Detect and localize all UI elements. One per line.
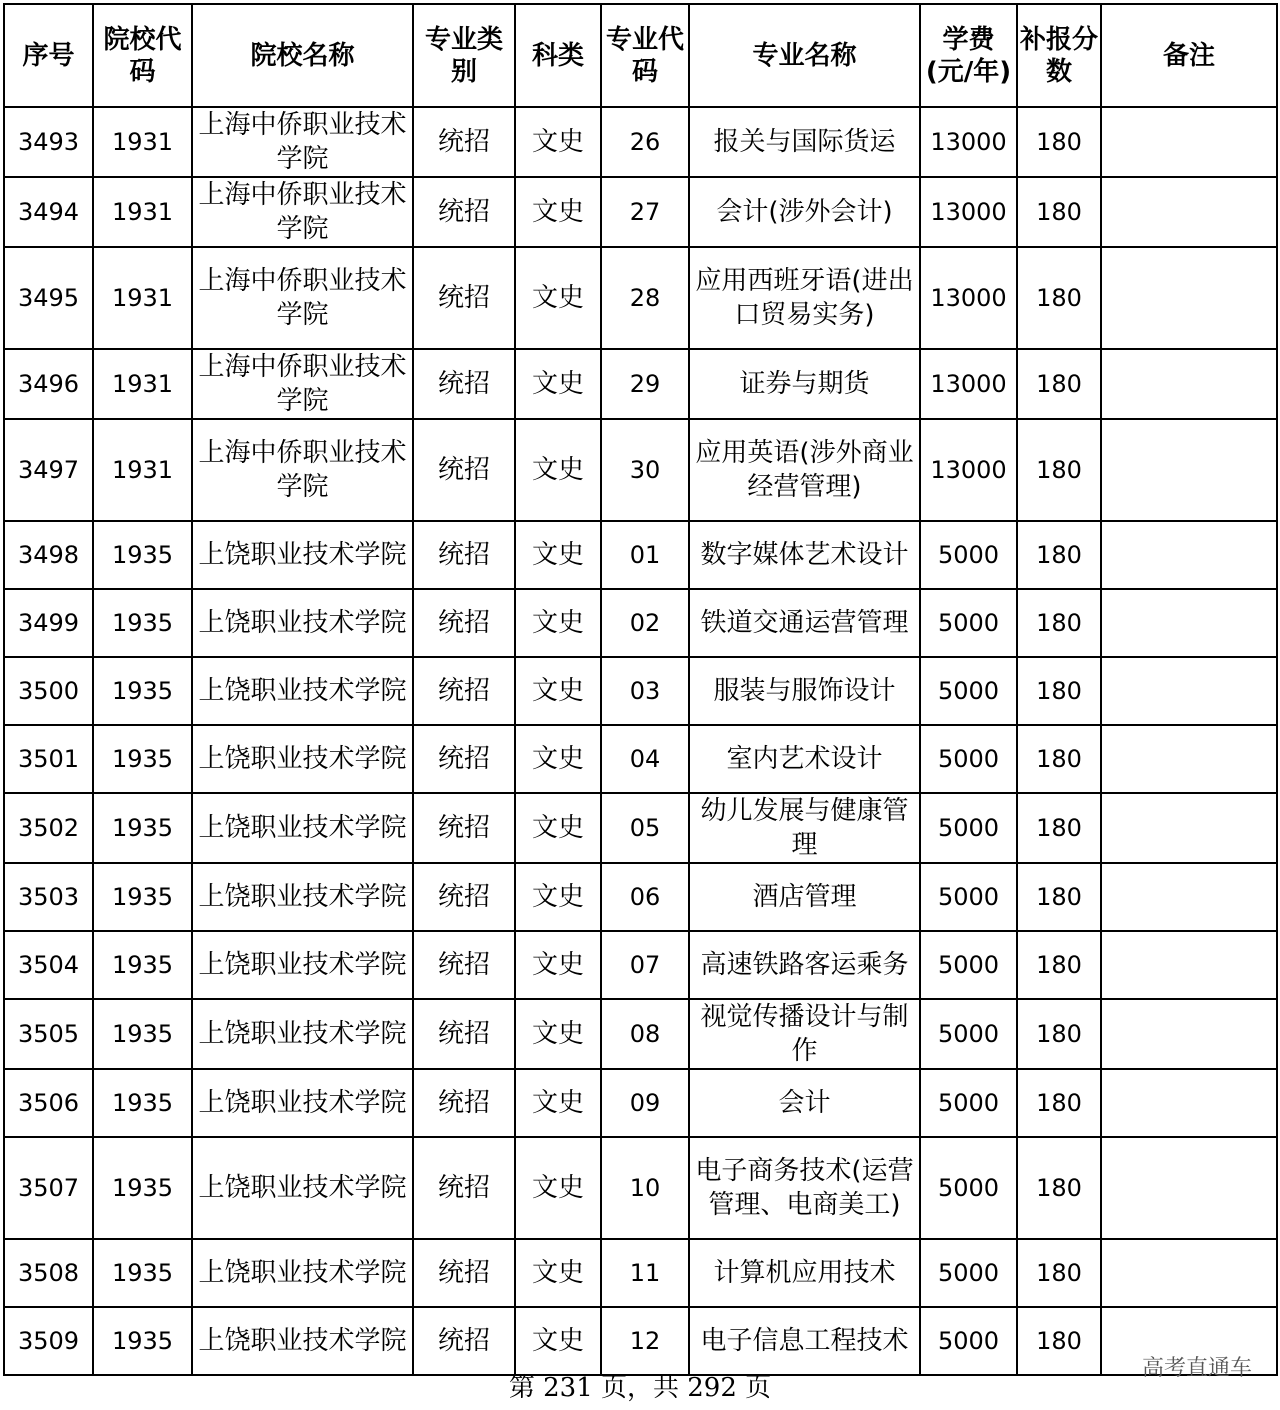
cell-subject: 文史 — [515, 349, 601, 419]
cell-seq: 3508 — [4, 1239, 93, 1307]
cell-school-code: 1931 — [93, 349, 192, 419]
cell-seq: 3493 — [4, 107, 93, 177]
cell-major-type: 统招 — [413, 793, 515, 863]
cell-school-code: 1935 — [93, 1069, 192, 1137]
cell-major-name: 会计(涉外会计) — [689, 177, 920, 247]
cell-score: 180 — [1017, 931, 1101, 999]
cell-school-code: 1935 — [93, 589, 192, 657]
cell-major-code: 30 — [601, 419, 689, 521]
cell-major-type: 统招 — [413, 863, 515, 931]
cell-school-code: 1935 — [93, 1239, 192, 1307]
cell-major-name: 应用西班牙语(进出口贸易实务) — [689, 247, 920, 349]
watermark: 高考直通车 — [1141, 1356, 1252, 1381]
cell-major-type: 统招 — [413, 521, 515, 589]
cell-school-name: 上饶职业技术学院 — [192, 1239, 413, 1307]
cell-major-code: 27 — [601, 177, 689, 247]
cell-major-type: 统招 — [413, 999, 515, 1069]
cell-tuition: 13000 — [920, 247, 1017, 349]
cell-tuition: 5000 — [920, 1137, 1017, 1239]
cell-school-name: 上饶职业技术学院 — [192, 1307, 413, 1375]
cell-score: 180 — [1017, 725, 1101, 793]
table-row — [4, 419, 1277, 521]
cell-subject: 文史 — [515, 1069, 601, 1137]
cell-school-name: 上饶职业技术学院 — [192, 793, 413, 863]
cell-major-name: 幼儿发展与健康管理 — [689, 793, 920, 863]
cell-major-type: 统招 — [413, 177, 515, 247]
cell-major-type: 统招 — [413, 1239, 515, 1307]
cell-major-code: 03 — [601, 657, 689, 725]
table-row — [4, 247, 1277, 349]
cell-school-code: 1935 — [93, 521, 192, 589]
cell-seq: 3498 — [4, 521, 93, 589]
cell-major-code: 11 — [601, 1239, 689, 1307]
cell-tuition: 13000 — [920, 177, 1017, 247]
cell-remark — [1101, 1239, 1277, 1307]
cell-tuition: 5000 — [920, 793, 1017, 863]
cell-major-code: 07 — [601, 931, 689, 999]
cell-major-type: 统招 — [413, 349, 515, 419]
cell-school-code: 1931 — [93, 419, 192, 521]
cell-school-name: 上海中侨职业技术学院 — [192, 107, 413, 177]
cell-subject: 文史 — [515, 419, 601, 521]
cell-subject: 文史 — [515, 793, 601, 863]
cell-major-type: 统招 — [413, 1307, 515, 1375]
cell-school-name: 上饶职业技术学院 — [192, 1137, 413, 1239]
cell-score: 180 — [1017, 863, 1101, 931]
cell-seq: 3504 — [4, 931, 93, 999]
cell-school-code: 1935 — [93, 1307, 192, 1375]
admissions-table — [3, 3, 1278, 1376]
cell-major-type: 统招 — [413, 1137, 515, 1239]
cell-score: 180 — [1017, 1239, 1101, 1307]
cell-seq: 3509 — [4, 1307, 93, 1375]
cell-score: 180 — [1017, 1069, 1101, 1137]
page-number: 第 231 页，共 292 页 — [508, 1373, 772, 1403]
cell-tuition: 5000 — [920, 725, 1017, 793]
cell-tuition: 5000 — [920, 521, 1017, 589]
cell-remark — [1101, 247, 1277, 349]
cell-major-type: 统招 — [413, 657, 515, 725]
cell-major-code: 04 — [601, 725, 689, 793]
cell-major-code: 29 — [601, 349, 689, 419]
cell-school-name: 上饶职业技术学院 — [192, 589, 413, 657]
cell-major-name: 铁道交通运营管理 — [689, 589, 920, 657]
cell-remark — [1101, 107, 1277, 177]
cell-school-code: 1935 — [93, 657, 192, 725]
cell-subject: 文史 — [515, 1307, 601, 1375]
cell-tuition: 5000 — [920, 1069, 1017, 1137]
cell-major-type: 统招 — [413, 1069, 515, 1137]
cell-seq: 3507 — [4, 1137, 93, 1239]
cell-tuition: 5000 — [920, 999, 1017, 1069]
cell-remark — [1101, 999, 1277, 1069]
cell-major-name: 高速铁路客运乘务 — [689, 931, 920, 999]
cell-score: 180 — [1017, 1307, 1101, 1375]
cell-score: 180 — [1017, 657, 1101, 725]
cell-score: 180 — [1017, 419, 1101, 521]
cell-tuition: 13000 — [920, 419, 1017, 521]
header-major-code: 专业代码 — [601, 4, 689, 107]
header-subject: 科类 — [515, 4, 601, 107]
cell-subject: 文史 — [515, 107, 601, 177]
header-major-name: 专业名称 — [689, 4, 920, 107]
cell-subject: 文史 — [515, 999, 601, 1069]
cell-tuition: 5000 — [920, 863, 1017, 931]
cell-subject: 文史 — [515, 725, 601, 793]
cell-major-code: 08 — [601, 999, 689, 1069]
table-row — [4, 1137, 1277, 1239]
cell-remark — [1101, 657, 1277, 725]
cell-remark — [1101, 725, 1277, 793]
table-row — [4, 349, 1277, 419]
cell-school-code: 1935 — [93, 863, 192, 931]
cell-tuition: 5000 — [920, 931, 1017, 999]
table-row — [4, 589, 1277, 657]
header-major-type: 专业类别 — [413, 4, 515, 107]
cell-major-name: 计算机应用技术 — [689, 1239, 920, 1307]
cell-major-code: 06 — [601, 863, 689, 931]
cell-subject: 文史 — [515, 863, 601, 931]
cell-seq: 3495 — [4, 247, 93, 349]
cell-school-code: 1931 — [93, 107, 192, 177]
cell-school-name: 上海中侨职业技术学院 — [192, 419, 413, 521]
cell-major-code: 09 — [601, 1069, 689, 1137]
cell-major-type: 统招 — [413, 107, 515, 177]
cell-subject: 文史 — [515, 1239, 601, 1307]
cell-school-name: 上饶职业技术学院 — [192, 1069, 413, 1137]
table-body — [4, 107, 1277, 1375]
cell-major-code: 28 — [601, 247, 689, 349]
cell-major-code: 02 — [601, 589, 689, 657]
cell-remark — [1101, 589, 1277, 657]
header-row — [4, 4, 1277, 107]
table-row — [4, 725, 1277, 793]
cell-major-name: 证券与期货 — [689, 349, 920, 419]
table-row — [4, 1069, 1277, 1137]
cell-major-type: 统招 — [413, 589, 515, 657]
table-row — [4, 793, 1277, 863]
cell-subject: 文史 — [515, 589, 601, 657]
table-row — [4, 863, 1277, 931]
header-school-name: 院校名称 — [192, 4, 413, 107]
cell-major-name: 会计 — [689, 1069, 920, 1137]
cell-school-code: 1931 — [93, 177, 192, 247]
cell-major-name: 报关与国际货运 — [689, 107, 920, 177]
cell-seq: 3502 — [4, 793, 93, 863]
cell-score: 180 — [1017, 177, 1101, 247]
cell-subject: 文史 — [515, 931, 601, 999]
cell-major-name: 电子信息工程技术 — [689, 1307, 920, 1375]
cell-seq: 3500 — [4, 657, 93, 725]
cell-subject: 文史 — [515, 1137, 601, 1239]
cell-seq: 3506 — [4, 1069, 93, 1137]
table-row — [4, 1239, 1277, 1307]
cell-remark — [1101, 349, 1277, 419]
header-school-code: 院校代码 — [93, 4, 192, 107]
cell-remark — [1101, 931, 1277, 999]
cell-seq: 3496 — [4, 349, 93, 419]
cell-tuition: 13000 — [920, 349, 1017, 419]
cell-major-type: 统招 — [413, 419, 515, 521]
cell-remark — [1101, 177, 1277, 247]
cell-school-name: 上海中侨职业技术学院 — [192, 247, 413, 349]
cell-school-code: 1935 — [93, 999, 192, 1069]
cell-major-code: 26 — [601, 107, 689, 177]
cell-seq: 3499 — [4, 589, 93, 657]
cell-score: 180 — [1017, 349, 1101, 419]
cell-tuition: 5000 — [920, 657, 1017, 725]
cell-score: 180 — [1017, 793, 1101, 863]
cell-school-name: 上饶职业技术学院 — [192, 863, 413, 931]
cell-major-name: 视觉传播设计与制作 — [689, 999, 920, 1069]
cell-remark — [1101, 793, 1277, 863]
header-score: 补报分数 — [1017, 4, 1101, 107]
cell-seq: 3501 — [4, 725, 93, 793]
cell-subject: 文史 — [515, 521, 601, 589]
cell-school-code: 1935 — [93, 1137, 192, 1239]
cell-major-name: 数字媒体艺术设计 — [689, 521, 920, 589]
table-row — [4, 107, 1277, 177]
cell-school-name: 上饶职业技术学院 — [192, 999, 413, 1069]
cell-remark — [1101, 863, 1277, 931]
table-row — [4, 1307, 1277, 1375]
cell-major-code: 12 — [601, 1307, 689, 1375]
cell-school-code: 1935 — [93, 931, 192, 999]
cell-score: 180 — [1017, 521, 1101, 589]
table-row — [4, 521, 1277, 589]
table-row — [4, 177, 1277, 247]
cell-major-type: 统招 — [413, 931, 515, 999]
cell-tuition: 5000 — [920, 1239, 1017, 1307]
table-row — [4, 999, 1277, 1069]
table-row — [4, 931, 1277, 999]
cell-seq: 3505 — [4, 999, 93, 1069]
cell-score: 180 — [1017, 999, 1101, 1069]
cell-major-code: 01 — [601, 521, 689, 589]
cell-remark — [1101, 419, 1277, 521]
cell-school-name: 上海中侨职业技术学院 — [192, 177, 413, 247]
table-row — [4, 657, 1277, 725]
cell-subject: 文史 — [515, 177, 601, 247]
cell-major-name: 应用英语(涉外商业经营管理) — [689, 419, 920, 521]
cell-school-code: 1935 — [93, 725, 192, 793]
cell-major-name: 服装与服饰设计 — [689, 657, 920, 725]
cell-school-name: 上海中侨职业技术学院 — [192, 349, 413, 419]
header-remark: 备注 — [1101, 4, 1277, 107]
cell-score: 180 — [1017, 589, 1101, 657]
cell-school-name: 上饶职业技术学院 — [192, 931, 413, 999]
cell-tuition: 5000 — [920, 589, 1017, 657]
cell-school-name: 上饶职业技术学院 — [192, 521, 413, 589]
cell-remark — [1101, 521, 1277, 589]
cell-school-code: 1935 — [93, 793, 192, 863]
cell-major-code: 10 — [601, 1137, 689, 1239]
cell-remark — [1101, 1137, 1277, 1239]
cell-tuition: 13000 — [920, 107, 1017, 177]
cell-school-code: 1931 — [93, 247, 192, 349]
cell-subject: 文史 — [515, 247, 601, 349]
cell-seq: 3494 — [4, 177, 93, 247]
cell-seq: 3497 — [4, 419, 93, 521]
cell-score: 180 — [1017, 1137, 1101, 1239]
cell-major-name: 酒店管理 — [689, 863, 920, 931]
cell-major-name: 电子商务技术(运营管理、电商美工) — [689, 1137, 920, 1239]
cell-score: 180 — [1017, 107, 1101, 177]
cell-school-name: 上饶职业技术学院 — [192, 657, 413, 725]
cell-tuition: 5000 — [920, 1307, 1017, 1375]
cell-major-type: 统招 — [413, 725, 515, 793]
cell-major-code: 05 — [601, 793, 689, 863]
header-tuition: 学费(元/年) — [920, 4, 1017, 107]
header-seq: 序号 — [4, 4, 93, 107]
cell-seq: 3503 — [4, 863, 93, 931]
cell-remark — [1101, 1069, 1277, 1137]
cell-major-type: 统招 — [413, 247, 515, 349]
cell-school-name: 上饶职业技术学院 — [192, 725, 413, 793]
cell-subject: 文史 — [515, 657, 601, 725]
cell-major-name: 室内艺术设计 — [689, 725, 920, 793]
cell-score: 180 — [1017, 247, 1101, 349]
